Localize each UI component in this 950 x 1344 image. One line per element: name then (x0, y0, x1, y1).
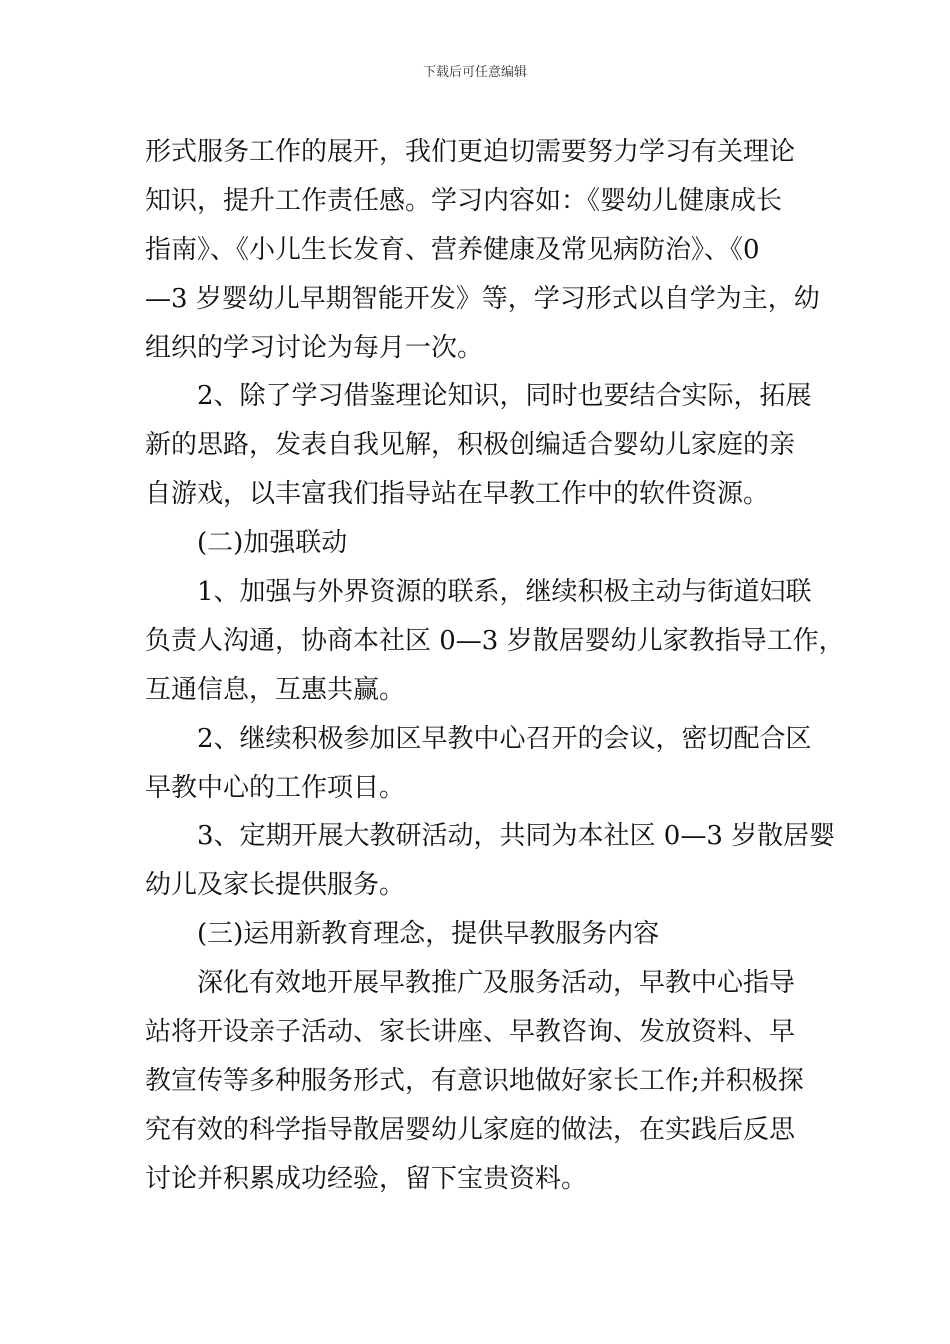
text-line: 负责人沟通，协商本社区 0—3 岁散居婴幼儿家教指导工作， (145, 625, 845, 656)
text-line: 知识，提升工作责任感。学习内容如：《婴幼儿健康成长 (145, 185, 783, 216)
text-line: —3 岁婴幼儿早期智能开发》等，学习形式以自学为主，幼 (145, 283, 820, 314)
page-header: 下载后可任意编辑 (422, 65, 527, 80)
text-line: 讨论并积累成功经验，留下宝贵资料。 (145, 1163, 588, 1194)
text-line: 互通信息，互惠共赢。 (145, 674, 406, 705)
text-line: 形式服务工作的展开，我们更迫切需要努力学习有关理论 (145, 137, 796, 167)
text-line: 深化有效地开展早教推广及服务活动，早教中心指导 (197, 968, 796, 999)
section-heading: (二)加强联动 (197, 528, 348, 559)
text-line: 3、定期开展大教研活动，共同为本社区 0—3 岁散居婴 (197, 821, 836, 852)
text-line: 教宣传等多种服务形式，有意识地做好家长工作;并积极探 (145, 1065, 804, 1096)
text-line: 站将开设亲子活动、家长讲座、早教咨询、发放资料、早 (145, 1017, 796, 1048)
text-line: 早教中心的工作项目。 (145, 772, 406, 803)
text-line: 2、除了学习借鉴理论知识，同时也要结合实际，拓展 (197, 381, 812, 412)
text-line: 1、加强与外界资源的联系，继续积极主动与街道妇联 (197, 577, 812, 608)
text-line: 究有效的科学指导散居婴幼儿家庭的做法，在实践后反思 (145, 1114, 796, 1145)
text-line: 幼儿及家长提供服务。 (145, 870, 406, 901)
text-line: 组织的学习讨论为每月一次。 (145, 332, 484, 363)
text-line: 2、继续积极参加区早教中心召开的会议，密切配合区 (197, 723, 812, 754)
text-line: 指南》、《小儿生长发育、营养健康及常见病防治》、《0 (145, 234, 760, 265)
text-line: 新的思路，发表自我见解，积极创编适合婴幼儿家庭的亲 (145, 430, 796, 461)
section-heading: (三)运用新教育理念，提供早教服务内容 (197, 919, 660, 950)
text-line: 自游戏，以丰富我们指导站在早教工作中的软件资源。 (145, 479, 770, 510)
document-body (145, 128, 845, 1204)
